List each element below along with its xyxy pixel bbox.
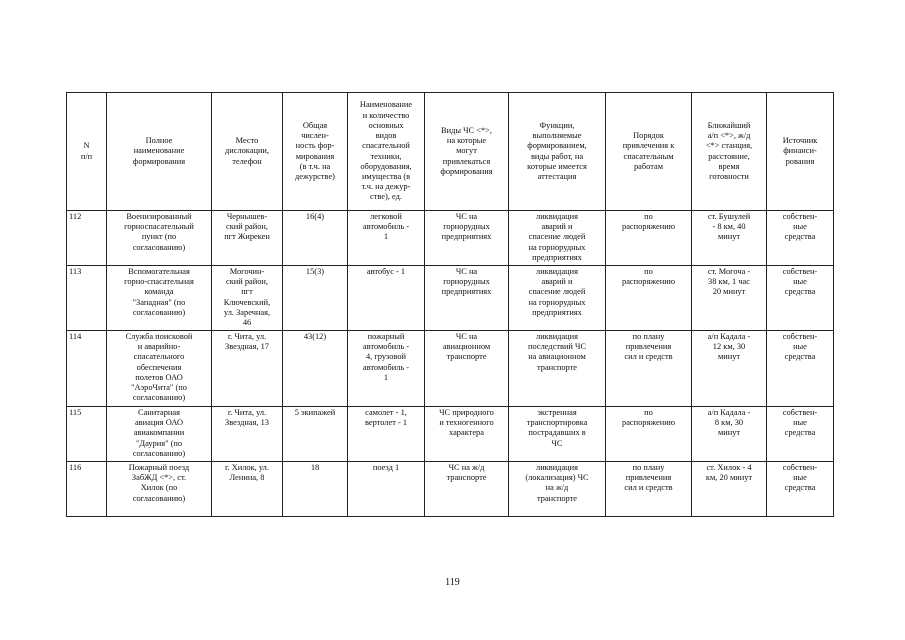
cell-functions: ликвидация (локализация) ЧС на ж/д транспорте (509, 462, 606, 517)
cell-number: 112 (67, 211, 107, 266)
cell-full-name: Вспомогательная горно-спасательная команда "Западная" (по согласованию) (107, 266, 212, 331)
cell-number: 114 (67, 331, 107, 407)
header-functions: Функции, выполняемые формированием, виды работ, на которые имеется аттестация (509, 93, 606, 211)
cell-funding-source: собствен- ные средства (767, 331, 834, 407)
cell-equipment: автобус - 1 (348, 266, 425, 331)
cell-nearest-station: ст. Бушулей - 8 км, 40 минут (692, 211, 767, 266)
page-number: 119 (445, 577, 460, 588)
header-funding-source: Источник финанси- рования (767, 93, 834, 211)
cell-engagement-order: по распоряжению (606, 407, 692, 462)
cell-functions: ликвидация аварий и спасение людей на горнорудных предприятиях (509, 266, 606, 331)
cell-funding-source: собствен- ные средства (767, 407, 834, 462)
cell-engagement-order: по распоряжению (606, 266, 692, 331)
table-row (67, 331, 834, 407)
table-row (67, 407, 834, 462)
cell-number: 115 (67, 407, 107, 462)
header-nearest-station: Ближайший а/п <*>, ж/д <*> станция, расстояние, время готовности (692, 93, 767, 211)
cell-number: 113 (67, 266, 107, 331)
cell-emergency-types: ЧС на горнорудных предприятиях (425, 211, 509, 266)
table-row (67, 211, 834, 266)
cell-headcount: 15(3) (283, 266, 348, 331)
cell-emergency-types: ЧС на горнорудных предприятиях (425, 266, 509, 331)
cell-functions: ликвидация последствий ЧС на авиационном транспорте (509, 331, 606, 407)
cell-engagement-order: по плану привлечения сил и средств (606, 331, 692, 407)
header-engagement-order: Порядок привлечения к спасательным работам (606, 93, 692, 211)
cell-functions: экстренная транспортировка пострадавших в ЧС (509, 407, 606, 462)
cell-emergency-types: ЧС на авиационном транспорте (425, 331, 509, 407)
cell-headcount: 43(12) (283, 331, 348, 407)
cell-location: г. Хилок, ул. Ленина, 8 (212, 462, 283, 517)
cell-headcount: 16(4) (283, 211, 348, 266)
header-equipment: Наименование и количество основных видов спасательной техники, оборудования, имущества (в т.ч. на дежур- стве), ед. (348, 93, 425, 211)
cell-engagement-order: по распоряжению (606, 211, 692, 266)
cell-location: г. Чита, ул. Звездная, 13 (212, 407, 283, 462)
cell-equipment: пожарный автомобиль - 4, грузовой автомобиль - 1 (348, 331, 425, 407)
cell-emergency-types: ЧС природного и техногенного характера (425, 407, 509, 462)
cell-equipment: самолет - 1, вертолет - 1 (348, 407, 425, 462)
cell-equipment: поезд 1 (348, 462, 425, 517)
header-emergency-types: Виды ЧС <*>, на которые могут привлекаться формирования (425, 93, 509, 211)
cell-funding-source: собствен- ные средства (767, 266, 834, 331)
cell-headcount: 5 экипажей (283, 407, 348, 462)
cell-location: г. Чита, ул. Звездная, 17 (212, 331, 283, 407)
cell-full-name: Военизированный горноспасательный пункт (по согласованию) (107, 211, 212, 266)
cell-nearest-station: ст. Могоча - 38 км, 1 час 20 минут (692, 266, 767, 331)
cell-nearest-station: а/п Кадала - 8 км, 30 минут (692, 407, 767, 462)
cell-funding-source: собствен- ные средства (767, 211, 834, 266)
table-header-row (67, 93, 834, 211)
header-number: N п/п (67, 93, 107, 211)
table-row (67, 462, 834, 517)
table-row (67, 266, 834, 331)
cell-full-name: Пожарный поезд ЗабЖД <*>, ст. Хилок (по согласованию) (107, 462, 212, 517)
cell-location: Могочин- ский район, пгт Ключевский, ул. Заречная, 46 (212, 266, 283, 331)
cell-full-name: Служба поисковой и аварийно- спасательного обеспечения полетов ОАО "АэроЧита" (по согласованию) (107, 331, 212, 407)
header-headcount: Общая числен- ность фор- мирования (в т.ч. на дежурстве) (283, 93, 348, 211)
header-location: Место дислокации, телефон (212, 93, 283, 211)
cell-nearest-station: а/п Кадала - 12 км, 30 минут (692, 331, 767, 407)
cell-functions: ликвидация аварий и спасение людей на горнорудных предприятиях (509, 211, 606, 266)
header-full-name: Полное наименование формирования (107, 93, 212, 211)
cell-emergency-types: ЧС на ж/д транспорте (425, 462, 509, 517)
cell-equipment: легковой автомобиль - 1 (348, 211, 425, 266)
formations-table (66, 92, 834, 517)
cell-full-name: Санитарная авиация ОАО авиакомпании "Даурия" (по согласованию) (107, 407, 212, 462)
cell-headcount: 18 (283, 462, 348, 517)
cell-funding-source: собствен- ные средства (767, 462, 834, 517)
cell-number: 116 (67, 462, 107, 517)
cell-engagement-order: по плану привлечения сил и средств (606, 462, 692, 517)
cell-location: Чернышев- ский район, пгт Жирекен (212, 211, 283, 266)
cell-nearest-station: ст. Хилок - 4 км, 20 минут (692, 462, 767, 517)
